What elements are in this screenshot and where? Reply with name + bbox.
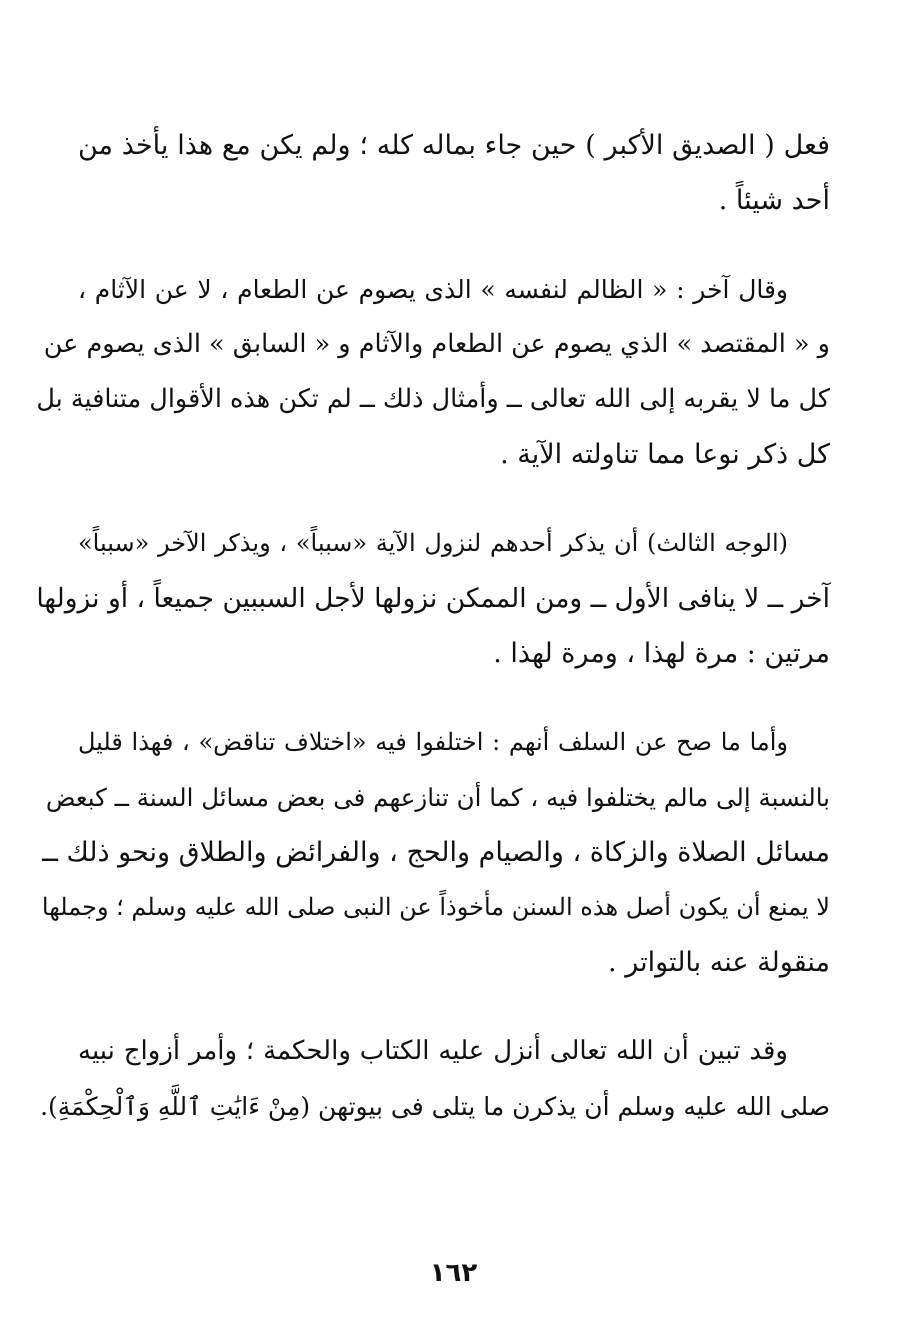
- paragraph-salaf-disagreement: [41, 715, 830, 990]
- paragraph-third-aspect: [36, 516, 830, 681]
- text-line: منقولة عنه بالتواتر .: [608, 947, 830, 978]
- text-line: وقد تبين أن الله تعالى أنزل عليه الكتاب والحكمة ؛ وأمر أزواج نبيه: [78, 1036, 788, 1066]
- text-line: بالنسبة إلى مالم يختلفوا فيه ، كما أن تنازعهم فى بعض مسائل السنة ــ كبعض: [45, 783, 830, 812]
- page-number: ١٦٢: [429, 1258, 478, 1288]
- text-line: لا يمنع أن يكون أصل هذه السنن مأخوذاً عن النبى صلى الله عليه وسلم ؛ وجملها: [41, 893, 830, 921]
- text-line: مرتين : مرة لهذا ، ومرة لهذا .: [493, 638, 830, 669]
- text-line: كل ذكر نوعا مما تناولته الآية .: [500, 439, 830, 470]
- paragraph-book-and-wisdom: [40, 1024, 830, 1134]
- text-line: كل ما لا يقربه إلى الله تعالى ــ وأمثال ذلك ــ لم تكن هذه الأقوال متنافية بل: [36, 384, 830, 414]
- text-line: آخر ــ لا ينافى الأول ــ ومن الممكن نزولها لأجل السببين جميعاً ، أو نزولها: [36, 583, 830, 614]
- paragraph-continuation: [78, 118, 830, 228]
- text-line: فعل ( الصديق الأكبر ) حين جاء بماله كله ؛ ولم يكن مع هذا يأخذ من: [78, 130, 830, 161]
- text-line: و « المقتصد » الذي يصوم عن الطعام والآثام و « السابق » الذى يصوم عن: [43, 329, 830, 359]
- page-body: [36, 118, 830, 1168]
- text-line: صلى الله عليه وسلم أن يذكرن ما يتلى فى بيوتهن (مِنْ ءَايَٰتِ ٱللَّهِ وَٱلْحِكْمَةِ).: [40, 1092, 830, 1121]
- text-line: أحد شيئاً .: [718, 185, 830, 216]
- text-line: (الوجه الثالث) أن يذكر أحدهم لنزول الآية «سبباً» ، ويذكر الآخر «سبباً»: [78, 529, 788, 557]
- paragraph-other-opinion: [36, 262, 830, 482]
- text-line: وأما ما صح عن السلف أنهم : اختلفوا فيه «اختلاف تناقض» ، فهذا قليل: [78, 728, 788, 756]
- text-line: مسائل الصلاة والزكاة ، والصيام والحج ، والفرائض والطلاق ونحو ذلك ــ: [42, 837, 830, 868]
- text-line: وقال آخر : « الظالم لنفسه » الذى يصوم عن الطعام ، لا عن الآثام ،: [78, 275, 788, 304]
